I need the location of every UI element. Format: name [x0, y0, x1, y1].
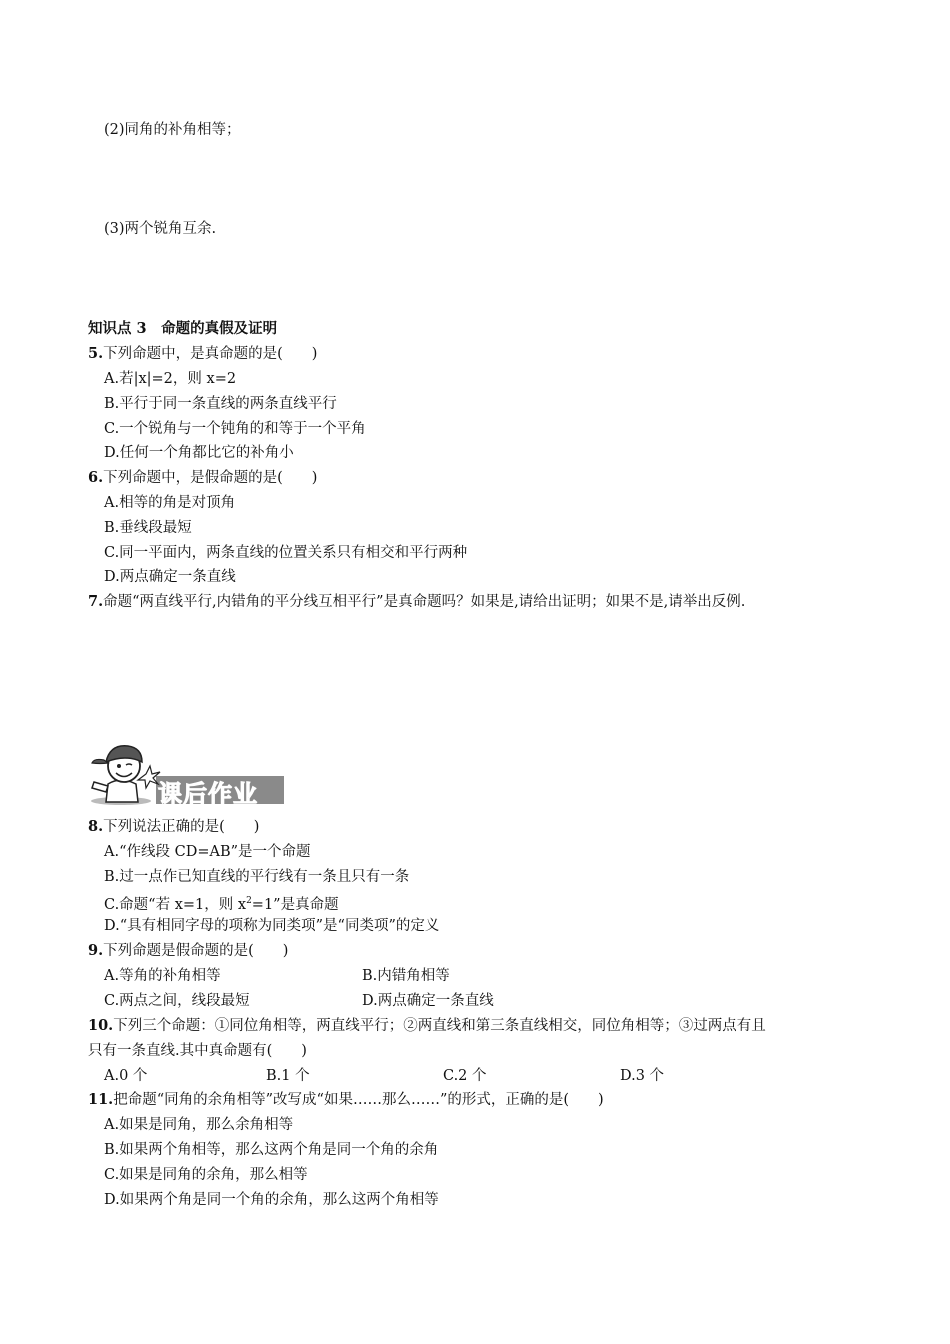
prev-item-3: (3)两个锐角互余. [104, 221, 217, 237]
option-d: D.如果两个角是同一个角的余角，那么这两个角相等 [104, 1192, 439, 1208]
question-number: 10. [88, 1017, 114, 1034]
question-stem: 下列三个命题：①同位角相等，两直线平行；②两直线和第三条直线相交，同位角相等；③过两点有且 [113, 1018, 766, 1034]
question-6 [88, 468, 317, 488]
option-c-text: C.命题“若 x=1，则 x [104, 896, 247, 913]
option-d: D.两点确定一条直线 [362, 993, 494, 1009]
question-number: 7. [88, 593, 104, 610]
option-b: B.内错角相等 [362, 968, 450, 984]
option-b: B.垂线段最短 [104, 520, 192, 536]
question-stem: 下列说法正确的是( ) [103, 819, 260, 835]
question-9 [88, 941, 288, 961]
question-7 [88, 592, 745, 612]
option-b: B.1 个 [266, 1068, 310, 1084]
question-stem: 命题“两直线平行,内错角的平分线互相平行”是真命题吗？如果是,请给出证明；如果不是,请举出反例. [103, 594, 746, 610]
option-b: B.过一点作已知直线的平行线有一条且只有一条 [104, 869, 410, 885]
option-a: A.0 个 [104, 1068, 148, 1084]
prev-item-2: (2)同角的补角相等； [104, 122, 241, 138]
question-number: 5. [88, 345, 104, 362]
option-a: A.相等的角是对顶角 [104, 495, 236, 511]
option-b: B.平行于同一条直线的两条直线平行 [104, 396, 337, 412]
option-d: D.“具有相同字母的项称为同类项”是“同类项”的定义 [104, 918, 440, 934]
option-a: A.等角的补角相等 [104, 968, 221, 984]
option-d: D.任何一个角都比它的补角小 [104, 445, 294, 461]
option-a: A.“作线段 CD=AB”是一个命题 [104, 844, 311, 860]
option-c: C.两点之间，线段最短 [104, 993, 250, 1009]
option-c: C.一个锐角与一个钝角的和等于一个平角 [104, 421, 366, 437]
question-number: 6. [88, 469, 104, 486]
option-a: A.如果是同角，那么余角相等 [104, 1117, 294, 1133]
option-c: C.2 个 [443, 1068, 487, 1084]
option-a: A.若|x|=2，则 x=2 [104, 371, 237, 387]
question-stem: 把命题“同角的余角相等”改写成“如果……那么……”的形式，正确的是( ) [113, 1092, 604, 1108]
option-c [104, 891, 339, 915]
option-c-text-end: =1”是真命题 [251, 896, 339, 913]
option-d: D.两点确定一条直线 [104, 569, 236, 585]
question-stem: 下列命题是假命题的是( ) [103, 943, 289, 959]
question-11 [88, 1090, 604, 1110]
question-stem: 下列命题中，是真命题的是( ) [103, 346, 318, 362]
question-number: 11. [88, 1091, 114, 1108]
option-c: C.如果是同角的余角，那么相等 [104, 1167, 308, 1183]
exponent: 2 [246, 896, 252, 906]
homework-label: 课后作业 [158, 780, 258, 808]
question-5 [88, 344, 317, 364]
question-number: 9. [88, 942, 104, 959]
option-c: C.同一平面内，两条直线的位置关系只有相交和平行两种 [104, 545, 468, 561]
question-8 [88, 817, 259, 837]
question-stem: 下列命题中，是假命题的是( ) [103, 470, 318, 486]
question-number: 8. [88, 818, 104, 835]
option-b: B.如果两个角相等，那么这两个角是同一个角的余角 [104, 1142, 439, 1158]
homework-banner [86, 736, 286, 806]
option-d: D.3 个 [620, 1068, 665, 1084]
question-10 [88, 1016, 766, 1036]
section-title: 知识点 3 命题的真假及证明 [88, 320, 278, 337]
question-10-continued: 只有一条直线.其中真命题有( ) [88, 1043, 307, 1059]
